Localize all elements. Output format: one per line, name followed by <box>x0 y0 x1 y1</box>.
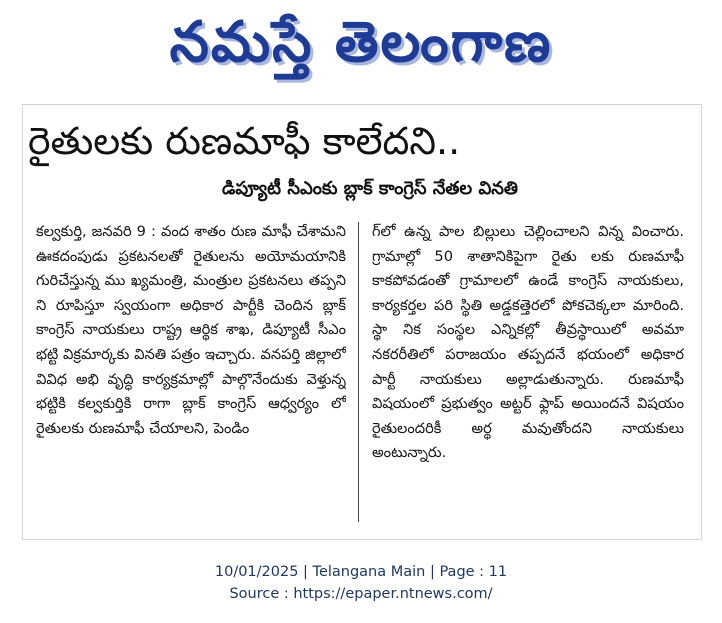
masthead-logo: నమస్తే తెలంగాణ <box>169 10 553 75</box>
article-column-right: గ్‌లో ఉన్న పాల బిల్లులు చెల్లించాలని విన్న వించారు. గ్రామాల్లో 50 శాతానికిపైగా రైతు లకు రుణమాఫీ కాకపోవడంతో గ్రామాలలో ఉండే కాంగ్రెస్ నాయకులు, కార్యకర్తల పరి స్థితి అడ్డకత్తెరలో పోకచెక్కలా మారింది. స్థా నిక సంస్థల ఎన్నికల్లో తీవ్రస్థాయిలో అవమా నకరరీతిలో పరాజయం తప్పదనే భయంలో అధికార పార్టీ నాయకులు అల్లాడుతున్నారు. రుణమాఫీ విషయంలో ప్రభుత్వం అట్టర్ ఫ్లాప్ అయిందనే విషయం రైతులందరికీ అర్థ మవుతోందని నాయకులు అంటున్నారు. <box>372 223 684 462</box>
edition-info: 10/01/2025 | Telangana Main | Page : 11 <box>214 564 508 580</box>
source-link[interactable]: Source : https://epaper.ntnews.com/ <box>229 586 493 602</box>
article-column-left: కల్వకుర్తి, జనవరి 9 : వంద శాతం రుణ మాఫీ చేశామని ఊకదంపుడు ప్రకటనలతో రైతులను అయోమయానికి గురిచేస్తున్న ము ఖ్యమంత్రి, మంత్రుల ప్రకటనలు తప్పని ని రూపిస్తూ స్వయంగా అధికార పార్టీకి చెందిన బ్లాక్ కాంగ్రెస్ నాయకులు రాష్ట్ర ఆర్థిక శాఖ, డిప్యూటీ సీఎం భట్టి విక్రమార్కకు వినతి పత్రం ఇచ్చారు. వనపర్తి జిల్లాలో వివిధ అభి వృద్ధి కార్యక్రమాల్లో పాల్గొనేందుకు వెళ్తున్న భట్టికి కల్వకుర్తికి రాగా బ్లాక్ కాంగ్రెస్ ఆధ్వర్యం లో రైతులకు రుణమాఫీ చేయాలని, పెండిం <box>36 223 346 437</box>
masthead-divider <box>22 104 702 105</box>
article-headline: రైతులకు రుణమాఫీ కాలేదని.. <box>28 119 461 163</box>
article-subheadline: డిప్యూటీ సీఎంకు బ్లాక్ కాంగ్రెస్ నేతల వినతి <box>222 178 518 199</box>
column-divider <box>358 222 359 522</box>
